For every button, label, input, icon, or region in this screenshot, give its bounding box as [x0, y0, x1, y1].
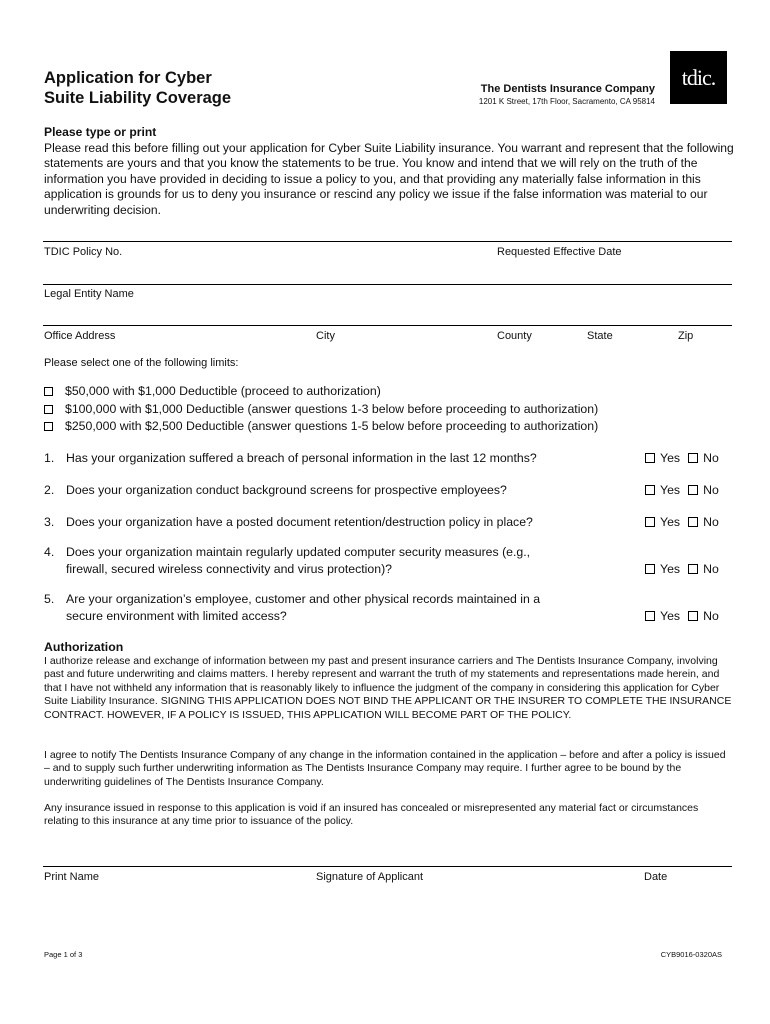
- yes-no-3: [645, 515, 719, 530]
- no-checkbox[interactable]: [688, 485, 698, 495]
- limit-option: [44, 419, 598, 434]
- tdic-logo: tdic.: [670, 51, 727, 104]
- yes-label: Yes: [660, 562, 681, 576]
- yes-checkbox[interactable]: [645, 453, 655, 463]
- question-number: 5.: [44, 592, 55, 606]
- no-checkbox[interactable]: [688, 517, 698, 527]
- yes-label: Yes: [660, 609, 681, 623]
- title-line-2: Suite Liability Coverage: [44, 89, 232, 107]
- question-4: [44, 544, 566, 578]
- yes-label: Yes: [660, 483, 681, 497]
- policy-no-label: TDIC Policy No.: [44, 246, 123, 258]
- authorization-paragraph-2: I agree to notify The Dentists Insurance Company of any change in the information contained in the application – before and after a policy is issued – and to supply such further underwriting information as The Dentists Insurance Company may require. I further agree to be bound by the underwriting guidelines of The Dentists Insurance Company.: [44, 749, 726, 788]
- authorization-heading: Authorization: [44, 640, 124, 654]
- county-label: County: [497, 330, 532, 342]
- authorization-paragraph-3: Any insurance issued in response to this application is void if an insured has concealed or misrepresented any material fact or circumstances relating to this insurance at any time prior to issuance of the policy.: [44, 802, 699, 828]
- limit-option-label: $100,000 with $1,000 Deductible (answer questions 1-3 below before proceeding to authorization): [65, 402, 599, 416]
- yes-no-4: [645, 562, 719, 577]
- form-title: [44, 68, 231, 108]
- intro-body: Please read this before filling out your application for Cyber Suite Liability insurance. You warrant and represent that the following statements are yours and that you know the statements to be true. You know and intend that we will rely on the truth of the information you have provided in deciding to issue a policy to you, and that providing any materially false information in this application is grounds for us to deny you insurance or rescind any policy we issue if the false information was material to our underwriting decision.: [44, 140, 734, 217]
- no-label: No: [703, 451, 719, 465]
- company-block: [440, 83, 655, 107]
- limit-checkbox[interactable]: [44, 387, 53, 396]
- yes-checkbox[interactable]: [645, 611, 655, 621]
- question-number: 3.: [44, 515, 55, 529]
- yes-no-5: [645, 609, 719, 624]
- page-number: Page 1 of 3: [44, 950, 83, 959]
- yes-label: Yes: [660, 451, 681, 465]
- question-2: [44, 482, 626, 499]
- yes-label: Yes: [660, 515, 681, 529]
- question-text: Are your organization’s employee, customer and other physical records maintained in a secure environment with limited access?: [66, 592, 541, 623]
- field-line: [43, 284, 732, 285]
- yes-checkbox[interactable]: [645, 517, 655, 527]
- field-line: [43, 325, 732, 326]
- limit-checkbox[interactable]: [44, 405, 53, 414]
- limit-option: [44, 384, 381, 399]
- no-label: No: [703, 562, 719, 576]
- title-line-1: Application for Cyber: [44, 69, 212, 87]
- city-label: City: [316, 330, 335, 342]
- intro-section: [44, 125, 734, 218]
- state-label: State: [587, 330, 613, 342]
- zip-label: Zip: [678, 330, 694, 342]
- limit-checkbox[interactable]: [44, 422, 53, 431]
- date-label: Date: [644, 871, 668, 883]
- question-number: 1.: [44, 451, 55, 465]
- no-label: No: [703, 515, 719, 529]
- field-line: [43, 241, 732, 242]
- question-number: 2.: [44, 483, 55, 497]
- no-checkbox[interactable]: [688, 564, 698, 574]
- question-number: 4.: [44, 545, 55, 559]
- effective-date-label: Requested Effective Date: [497, 246, 622, 258]
- limit-option: [44, 402, 598, 417]
- company-address: 1201 K Street, 17th Floor, Sacramento, CA 95814: [478, 97, 655, 106]
- signature-line: [43, 866, 732, 867]
- question-1: [44, 450, 626, 467]
- authorization-paragraph-1: I authorize release and exchange of information between my past and present insurance carriers and The Dentists Insurance Company, involving past and future underwriting and claims matters. I hereby represent and warrant the truth of my statements and representations made herein, and that I have not withheld any information that is reasonably likely to influence the judgment of the company in considering this application for Cyber Suite Liability Insurance. SIGNING THIS APPLICATION DOES NOT BIND THE APPLICANT OR THE INSURER TO COMPLETE THE INSURANCE CONTRACT. HOWEVER, IF A POLICY IS ISSUED, THIS APPLICATION WILL BECOME PART OF THE POLICY.: [44, 655, 732, 721]
- yes-checkbox[interactable]: [645, 485, 655, 495]
- yes-no-2: [645, 483, 719, 498]
- limit-option-label: $250,000 with $2,500 Deductible (answer questions 1-5 below before proceeding to authorization): [65, 419, 599, 433]
- yes-checkbox[interactable]: [645, 564, 655, 574]
- question-text: Does your organization have a posted document retention/destruction policy in place?: [66, 515, 533, 529]
- limits-prompt: Please select one of the following limits:: [44, 357, 239, 369]
- legal-entity-label: Legal Entity Name: [44, 288, 134, 300]
- limit-option-label: $50,000 with $1,000 Deductible (proceed to authorization): [65, 384, 381, 398]
- question-text: Has your organization suffered a breach of personal information in the last 12 months?: [66, 451, 537, 465]
- question-text: Does your organization maintain regularly updated computer security measures (e.g., firewall, secured wireless connectivity and virus protection)?: [66, 545, 531, 576]
- no-label: No: [703, 609, 719, 623]
- no-checkbox[interactable]: [688, 453, 698, 463]
- yes-no-1: [645, 451, 719, 466]
- no-checkbox[interactable]: [688, 611, 698, 621]
- intro-heading: Please type or print: [44, 125, 157, 139]
- signature-label: Signature of Applicant: [316, 871, 424, 883]
- form-code: CYB9016-0320AS: [660, 950, 722, 959]
- question-text: Does your organization conduct background screens for prospective employees?: [66, 483, 507, 497]
- question-3: [44, 514, 626, 531]
- company-name: The Dentists Insurance Company: [480, 83, 655, 95]
- question-5: [44, 591, 571, 625]
- no-label: No: [703, 483, 719, 497]
- office-address-label: Office Address: [44, 330, 116, 342]
- print-name-label: Print Name: [44, 871, 100, 883]
